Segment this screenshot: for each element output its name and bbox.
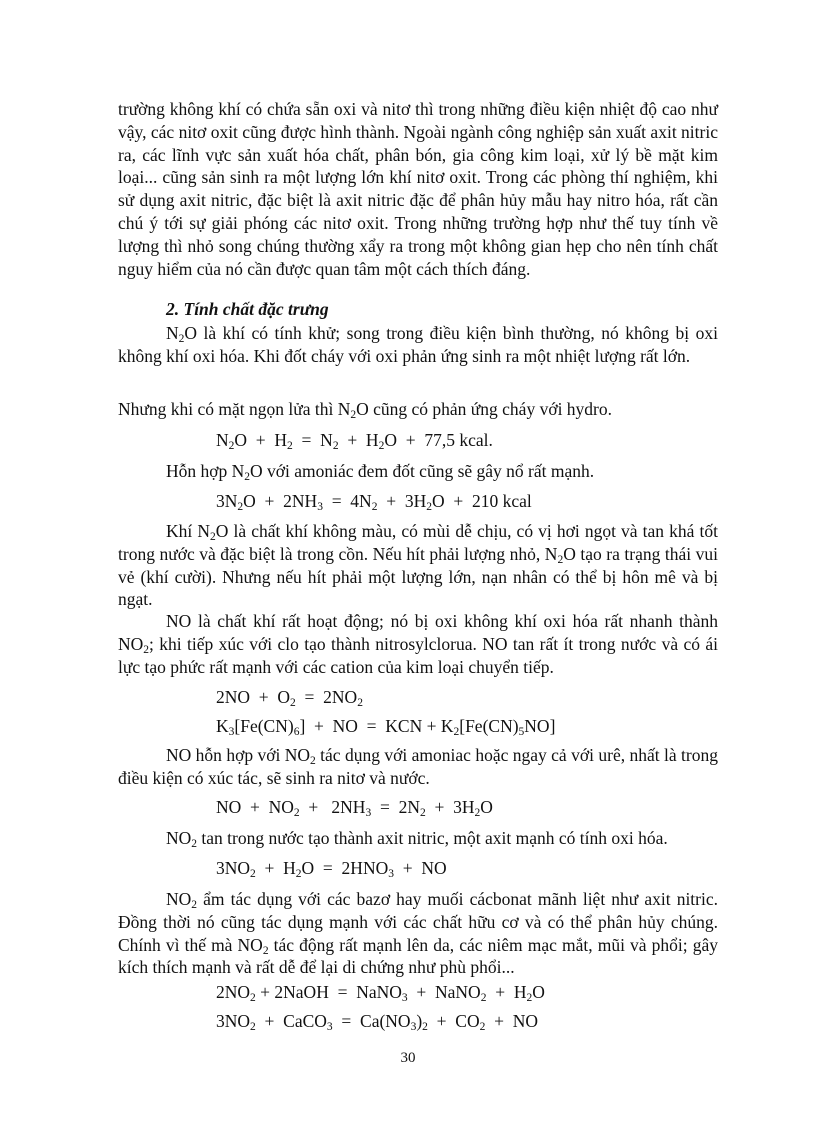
no-paragraph-2: NO hỗn hợp với $NO_2$ tác dụng với amoniac hoặc ngay cả với urê, nhất là trong điều kiện có xúc tác, sẽ sinh ra nitơ và nước.	[118, 745, 718, 788]
equation-2: $3N_2O + 2NH_3 = 4N_2 + 3H_2O + 210$ kcal	[216, 491, 532, 513]
equation-1: $N_2O + H_2 = N_2 + H_2O + 77,5$ kcal.	[216, 430, 493, 452]
page-number: 30	[400, 1050, 416, 1066]
equation-8: $3NO_2$ + CaCO$_3$ = $Ca(NO_3)_2 + CO_2$ + NO	[216, 1011, 538, 1033]
equation-6: $3NO_2 + H_2O = 2HNO_3$ + NO	[216, 858, 447, 880]
equation-7: $2NO_2$ + 2NaOH = NaNO$_3$ + NaNO$_2$ + $H_2O$	[216, 982, 545, 1004]
equation-4: $K_3[Fe(CN)_6]$ + NO = KCN + $K_2[Fe(CN)_5NO]$	[216, 716, 556, 738]
equation-3: $2NO + O_2 = 2NO_2$	[216, 687, 363, 709]
section-heading: 2. Tính chất đặc trưng	[166, 299, 329, 319]
n2o-paragraph-3: Hỗn hợp $N_2O$ với amoniác đem đốt cũng sẽ gây nổ rất mạnh.	[166, 461, 595, 483]
equation-5: NO + $NO_2 + 2NH_3 = 2N_2 + 3H_2O$	[216, 797, 493, 819]
n2o-paragraph-1: $N_2O$ là khí có tính khử; song trong điều kiện bình thường, nó không bị oxi không khí oxi hóa. Khi đốt cháy với oxi phản ứng sinh ra một nhiệt lượng rất lớn.	[118, 323, 718, 366]
n2o-paragraph-4: Khí $N_2O$ là chất khí không màu, có mùi dễ chịu, có vị hơi ngọt và tan khá tốt trong nước và đặc biệt là trong cồn. Nếu hít phải lượng nhỏ, $N_2O$ tạo ra trạng thái vui vẻ (khí cười). Nhưng nếu hít phải một lượng lớn, nạn nhân có thể bị hôn mê và bị ngạt.	[118, 521, 719, 610]
no2-paragraph-1: $NO_2$ tan trong nước tạo thành axit nitric, một axit mạnh có tính oxi hóa.	[166, 828, 668, 850]
no2-paragraph-2: $NO_2$ ẩm tác dụng với các bazơ hay muối cácbonat mãnh liệt như axit nitric. Đồng thời nó cũng tác dụng mạnh với các chất hữu cơ và có thể phân hủy chúng. Chính vì thế mà $NO_2$ tác động rất mạnh lên da, các niêm mạc mắt, mũi và phổi; gây kích thích mạnh và rất dễ để lại di chứng như phù phổi...	[118, 889, 718, 978]
intro-paragraph: trường không khí có chứa sẵn oxi và nitơ thì trong những điều kiện nhiệt độ cao như vậy, các nitơ oxit cũng được hình thành. Ngoài ngành công nghiệp sản xuất axit nitric ra, các lĩnh vực sản xuất hóa chất, phân bón, gia công kim loại, xử lý bề mặt kim loại... cũng sản sinh ra một lượng lớn khí nitơ oxit. Trong các phòng thí nghiệm, khi sử dụng axit nitric, đặc biệt là axit nitric đặc để phân hủy mẫu hay nitro hóa, rất cần chú ý tới sự giải phóng các nitơ oxit. Trong những trường hợp như thế tuy tính về lượng thì nhỏ song chúng thường xẩy ra trong một không gian hẹp cho nên tính chất nguy hiểm của nó cần được quan tâm một cách thích đáng.	[118, 99, 718, 279]
no-paragraph-1: NO là chất khí rất hoạt động; nó bị oxi không khí oxi hóa rất nhanh thành $NO_2$; khi tiếp xúc với clo tạo thành nitrosylclorua. NO tan rất ít trong nước và có ái lực tạo phức rất mạnh với các cation của kim loại chuyển tiếp.	[118, 611, 718, 677]
n2o-paragraph-2: Nhưng khi có mặt ngọn lửa thì $N_2O$ cũng có phản ứng cháy với hydro.	[118, 399, 613, 421]
